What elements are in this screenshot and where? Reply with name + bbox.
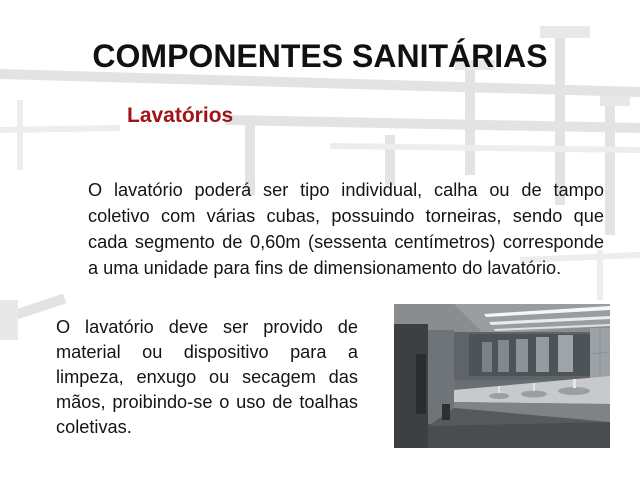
restroom-lavatory-photo <box>394 304 610 448</box>
slide-title: COMPONENTES SANITÁRIAS <box>92 38 548 74</box>
paragraph-hand-drying-requirement: O lavatório deve ser provido de material ou dispositivo para a limpeza, enxugo ou secagem das mãos, proibindo-se o uso de toalhas coletivas. <box>56 317 358 437</box>
paragraph-lavatory-definition: O lavatório poderá ser tipo individual, calha ou de tampo coletivo com várias cubas, possuindo torneiras, sendo que cada segmento de 0,60m (sessenta centímetros) corresponde a uma unidade para fins de dimensionamento do lavatório. <box>88 180 604 278</box>
slide-subtitle: Lavatórios <box>127 104 234 127</box>
